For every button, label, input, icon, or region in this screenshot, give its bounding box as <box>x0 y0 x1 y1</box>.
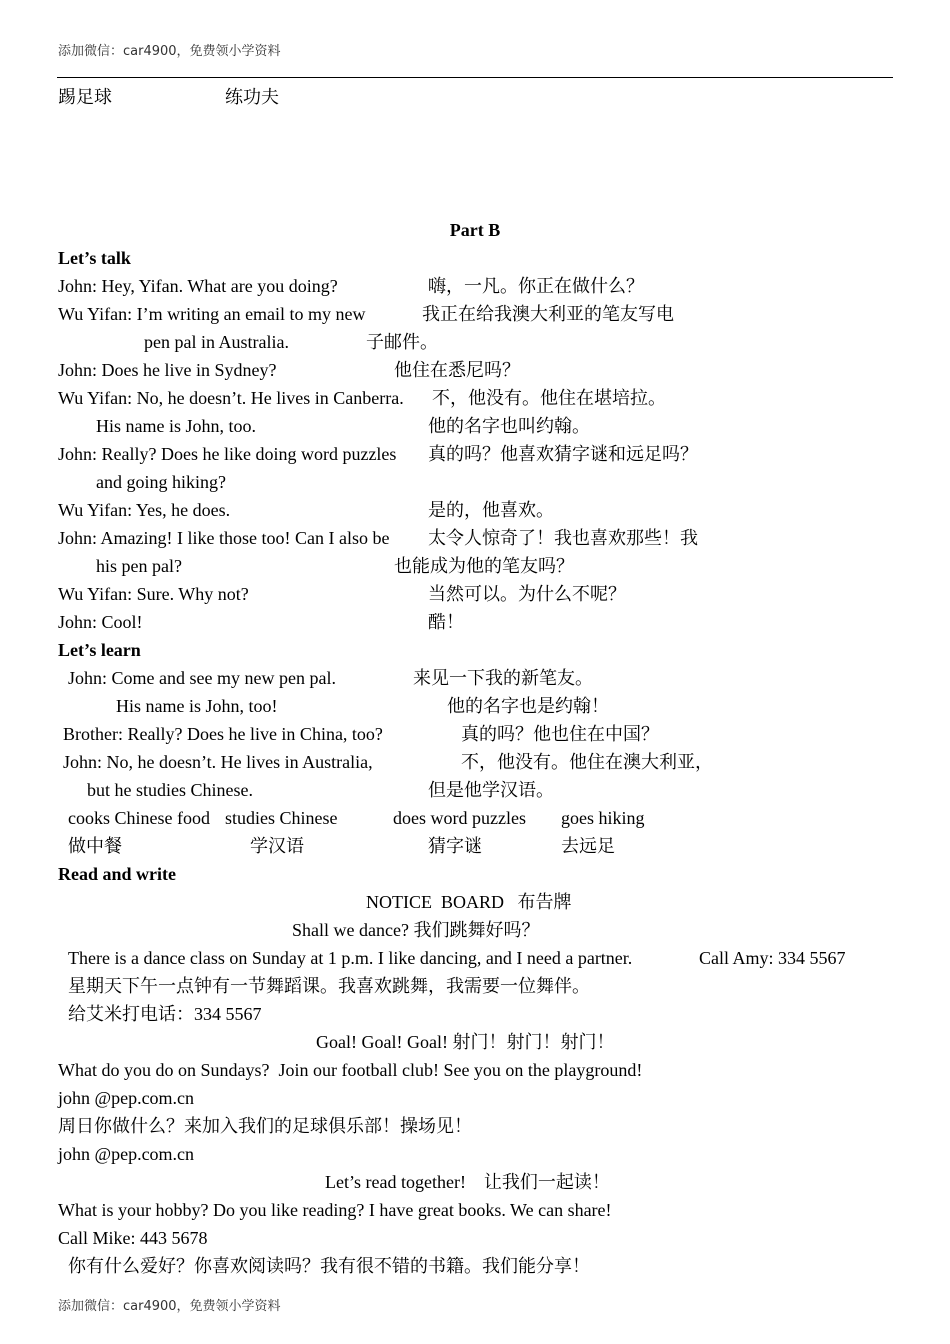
read-text-en: What is your hobby? Do you like reading? I have great books. We can share! <box>58 1200 612 1220</box>
learn-line-zh: 但是他学汉语。 <box>428 780 554 800</box>
learn-line-en: John: Come and see my new pen pal. <box>68 668 336 688</box>
part-title: Part B <box>449 220 501 240</box>
learn-line-en: Brother: Really? Does he live in China, too? <box>63 724 383 744</box>
phrase-en: cooks Chinese food <box>68 808 210 828</box>
talk-line-zh: 真的吗？他喜欢猜字谜和远足吗？ <box>428 444 698 464</box>
learn-line-zh: 来见一下我的新笔友。 <box>413 668 593 688</box>
talk-line-zh: 也能成为他的笔友吗？ <box>394 556 574 576</box>
read-text-zh: 你有什么爱好？你喜欢阅读吗？我有很不错的书籍。我们能分享！ <box>68 1256 590 1276</box>
talk-line-zh: 太令人惊奇了！我也喜欢那些！我 <box>428 528 698 548</box>
section-heading-talk: Let’s talk <box>58 248 131 268</box>
talk-line-en: John: Amazing! I like those too! Can I also be <box>58 528 390 548</box>
learn-line-en: His name is John, too! <box>116 696 278 716</box>
talk-line-zh: 他的名字也叫约翰。 <box>428 416 590 436</box>
goal-email: john @pep.com.cn <box>58 1088 195 1108</box>
word-play-football: 踢足球 <box>58 87 112 107</box>
learn-line-en: John: No, he doesn’t. He lives in Australia, <box>63 752 373 772</box>
talk-line-en: John: Does he live in Sydney? <box>58 360 277 380</box>
talk-line-zh: 不，他没有。他住在堪培拉。 <box>432 388 666 408</box>
talk-line-en: and going hiking? <box>96 472 226 492</box>
read-call: Call Mike: 443 5678 <box>58 1228 208 1248</box>
phrase-en: studies Chinese <box>225 808 338 828</box>
talk-line-en: John: Cool! <box>58 612 143 632</box>
phrase-en: goes hiking <box>561 808 645 828</box>
section-heading-learn: Let’s learn <box>58 640 141 660</box>
learn-line-zh: 不，他没有。他住在澳大利亚， <box>461 752 713 772</box>
dance-call-zh: 给艾米打电话：334 5567 <box>68 1004 262 1024</box>
talk-line-zh: 当然可以。为什么不呢？ <box>428 584 626 604</box>
phrase-zh: 猜字谜 <box>428 836 482 856</box>
dance-call: Call Amy: 334 5567 <box>699 948 846 968</box>
dance-text-en: There is a dance class on Sunday at 1 p.m. I like dancing, and I need a partner. <box>68 948 633 968</box>
talk-line-zh: 酷！ <box>428 612 464 632</box>
learn-line-en: but he studies Chinese. <box>87 780 253 800</box>
goal-email: john @pep.com.cn <box>58 1144 195 1164</box>
learn-line-zh: 真的吗？他也住在中国？ <box>461 724 659 744</box>
phrase-zh: 学汉语 <box>250 836 304 856</box>
phrase-en: does word puzzles <box>393 808 526 828</box>
talk-line-en: his pen pal? <box>96 556 182 576</box>
learn-line-zh: 他的名字也是约翰！ <box>447 696 609 716</box>
word-do-kungfu: 练功夫 <box>225 87 279 107</box>
read-title: Let’s read together! 让我们一起读！ <box>325 1172 610 1192</box>
talk-line-en: Wu Yifan: No, he doesn’t. He lives in Canberra. <box>58 388 404 408</box>
talk-line-en: John: Really? Does he like doing word puzzles <box>58 444 397 464</box>
talk-line-en: Wu Yifan: Sure. Why not? <box>58 584 249 604</box>
section-heading-read-write: Read and write <box>58 864 176 884</box>
page-header: 添加微信：car4900，免费领小学资料 <box>58 44 281 59</box>
talk-line-en: Wu Yifan: Yes, he does. <box>58 500 231 520</box>
talk-line-zh: 子邮件。 <box>366 332 438 352</box>
phrase-zh: 去远足 <box>561 836 615 856</box>
goal-text-zh: 周日你做什么？来加入我们的足球俱乐部！操场见！ <box>58 1116 472 1136</box>
page-footer: 添加微信：car4900，免费领小学资料 <box>58 1299 281 1314</box>
talk-line-zh: 他住在悉尼吗？ <box>394 360 520 380</box>
talk-line-zh: 我正在给我澳大利亚的笔友写电 <box>422 304 674 324</box>
talk-line-en: His name is John, too. <box>96 416 256 436</box>
phrase-zh: 做中餐 <box>68 836 122 856</box>
dance-text-zh: 星期天下午一点钟有一节舞蹈课。我喜欢跳舞，我需要一位舞伴。 <box>68 976 590 996</box>
notice-board-title: NOTICE BOARD 布告牌 <box>366 892 572 912</box>
talk-line-en: pen pal in Australia. <box>144 332 289 352</box>
goal-text-en: What do you do on Sundays? Join our football club! See you on the playground! <box>58 1060 643 1080</box>
talk-line-zh: 嗨，一凡。你正在做什么？ <box>428 276 644 296</box>
talk-line-zh: 是的，他喜欢。 <box>428 500 554 520</box>
talk-line-en: John: Hey, Yifan. What are you doing? <box>58 276 338 296</box>
header-rule <box>57 77 893 78</box>
goal-title: Goal! Goal! Goal! 射门！射门！射门！ <box>316 1032 615 1052</box>
talk-line-en: Wu Yifan: I’m writing an email to my new <box>58 304 366 324</box>
dance-title: Shall we dance? 我们跳舞好吗？ <box>292 920 540 940</box>
